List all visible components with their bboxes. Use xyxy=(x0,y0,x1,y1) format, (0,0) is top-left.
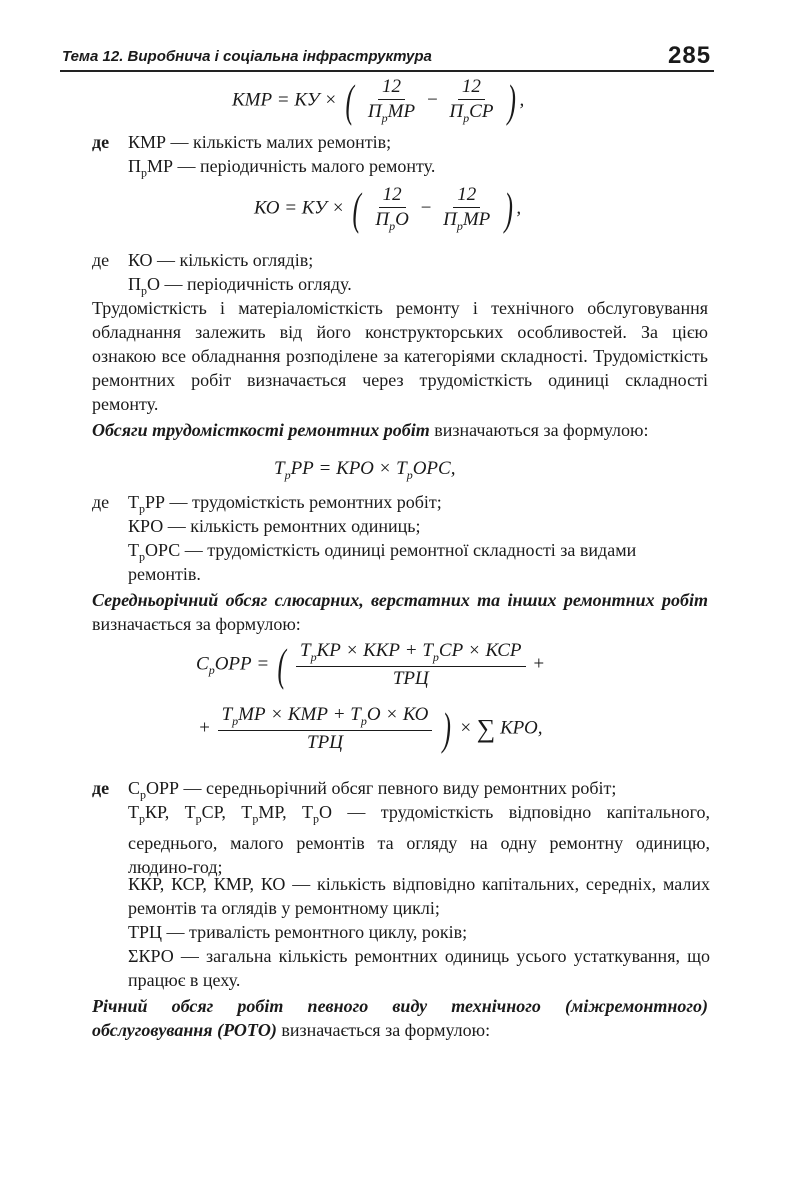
right-paren: ) xyxy=(507,74,517,126)
denominator xyxy=(439,208,494,234)
den-part: П xyxy=(449,101,464,122)
def-sub: р xyxy=(139,549,145,564)
def-part: Т xyxy=(128,492,139,512)
page-number: 285 xyxy=(668,42,712,69)
def-line xyxy=(128,154,435,185)
den-part: МР xyxy=(462,209,491,230)
def-line: ТРЦ — тривалість ремонтного циклу, років; xyxy=(128,922,468,942)
formula-kmr xyxy=(232,76,524,126)
paragraph-text: визначається за формулою: xyxy=(276,1020,491,1040)
sigma-symbol: ∑ xyxy=(476,713,496,743)
def-sub: р xyxy=(141,165,147,180)
left-paren: ( xyxy=(352,182,362,234)
den-sub: р xyxy=(381,110,388,125)
denominator xyxy=(445,100,497,126)
de-word: де xyxy=(92,132,110,152)
paragraph-text: визначаються за формулою: xyxy=(429,420,649,440)
formula-part: Т xyxy=(274,458,285,479)
left-paren: ( xyxy=(345,74,354,126)
def-sub: р xyxy=(141,283,147,298)
numerator: 12 xyxy=(378,76,405,100)
emphasis: Обсяги трудомісткості ремонтних робіт xyxy=(92,420,430,440)
fraction xyxy=(439,184,494,234)
punct: , xyxy=(519,89,525,111)
left-paren: ( xyxy=(277,638,286,690)
punct: , xyxy=(516,197,522,219)
denominator: ТРЦ xyxy=(307,731,343,753)
numerator: 12 xyxy=(379,184,406,208)
def-part: П xyxy=(128,274,141,294)
formula-lhs: КО = КУ × xyxy=(254,197,345,219)
paragraph: Трудомісткість і матеріаломісткість ремонту і технічного обслуговування обладнання залежить від його конструкторських особливостей. За цією ознакою все обладнання розподілене за категоріями складності. Трудомісткість ремонтних робіт визначається через трудомісткість одиниці складності ремонту. xyxy=(92,298,708,414)
denominator xyxy=(371,208,412,234)
formula-sub: р xyxy=(208,663,215,678)
def-line: ΣКРО — загальна кількість ремонтних одиниць усього устаткування, що працює в цеху. xyxy=(128,946,710,990)
fraction xyxy=(218,704,433,754)
def-sub: р xyxy=(139,501,145,516)
def-part: О — періодичність огляду. xyxy=(147,274,352,294)
def-line: КМР — кількість малих ремонтів; xyxy=(128,132,392,152)
fraction xyxy=(296,640,525,690)
emphasis: Річний обсяг робіт певного виду технічного (міжремонтного) обслуговування (РОТО) xyxy=(92,996,708,1040)
den-part: П xyxy=(367,101,382,122)
def-line: ремонтів. xyxy=(128,564,201,584)
den-part: МР xyxy=(387,101,416,122)
def-part: МР — періодичність малого ремонту. xyxy=(147,156,436,176)
def-lead: де xyxy=(92,250,110,270)
formula-part: ОРР = xyxy=(214,653,270,675)
paragraph xyxy=(92,418,708,442)
formula-part: ОРС, xyxy=(412,458,456,479)
paragraph xyxy=(92,994,708,1042)
header-rule xyxy=(60,70,714,72)
def-lead: де xyxy=(92,778,110,798)
denominator xyxy=(364,100,419,126)
formula-sub: р xyxy=(406,467,413,482)
def-lead: де xyxy=(92,492,110,512)
denominator: ТРЦ xyxy=(392,667,429,689)
def-part: Т xyxy=(128,540,139,560)
def-line xyxy=(128,538,636,569)
fraction xyxy=(371,184,412,234)
def-line: КРО — кількість ремонтних одиниць; xyxy=(128,516,421,536)
formula-crorr-line2 xyxy=(198,704,543,754)
numerator: 12 xyxy=(458,76,485,100)
fraction xyxy=(364,76,419,126)
numerator: $Т_рКР$ × ККР + $Т_рСР$ × КСР xyxy=(296,640,525,667)
den-part: О xyxy=(395,209,409,230)
def-line: $Т_рКР$, $Т_рСР$, $Т_рМР$, $Т_рО$ — трудомісткість відповідно капітального, середнього, малого ремонтів та огляду на одну ремонтну одиницю, людино-год; xyxy=(128,802,711,877)
formula-trpp xyxy=(274,458,455,483)
den-sub: р xyxy=(463,110,470,125)
den-part: П xyxy=(375,209,390,230)
numerator: 12 xyxy=(453,184,480,208)
formula-sub: р xyxy=(284,467,291,482)
den-sub: р xyxy=(456,218,463,233)
fraction xyxy=(445,76,497,126)
def-lead xyxy=(92,130,109,154)
def-line: КО — кількість оглядів; xyxy=(128,250,314,270)
numerator: $Т_рМР$ × КМР + $Т_рО$ × КО xyxy=(218,704,433,731)
def-part: П xyxy=(128,156,141,176)
right-paren: ) xyxy=(442,702,451,754)
formula-part: РР = КРО × Т xyxy=(290,458,407,479)
formula-part: КРО, xyxy=(500,717,543,739)
minus-sign: − xyxy=(425,89,439,111)
running-header: Тема 12. Виробнича і соціальна інфраструктура xyxy=(62,48,432,65)
right-paren: ) xyxy=(504,182,513,234)
formula-ko xyxy=(254,184,521,234)
plus-sign: + xyxy=(532,653,546,675)
formula-crorr-line1 xyxy=(196,640,545,690)
emphasis: Середньорічний обсяг слюсарних, верстатних та інших ремонтних робіт xyxy=(92,590,708,610)
def-line: $С_рОРР$ — середньорічний обсяг певного виду ремонтних робіт; xyxy=(128,778,617,802)
paragraph xyxy=(92,588,708,636)
times-sign: × xyxy=(459,717,473,739)
den-part: П xyxy=(443,209,457,230)
minus-sign: − xyxy=(419,197,433,219)
def-line: ККР, КСР, КМР, КО — кількість відповідно капітальних, середніх, малих ремонтів та оглядів у ремонтному циклі; xyxy=(128,874,710,918)
paragraph-text: визначається за формулою: xyxy=(92,614,301,634)
formula-part: С xyxy=(196,653,209,675)
plus-sign: + xyxy=(198,717,211,739)
den-sub: р xyxy=(389,218,396,233)
def-part: РР — трудомісткість ремонтних робіт; xyxy=(145,492,442,512)
def-part: ОРС — трудомісткість одиниці ремонтної складності за видами xyxy=(145,540,637,560)
formula-lhs: КМР = КУ × xyxy=(232,89,338,111)
den-part: СР xyxy=(469,101,494,122)
